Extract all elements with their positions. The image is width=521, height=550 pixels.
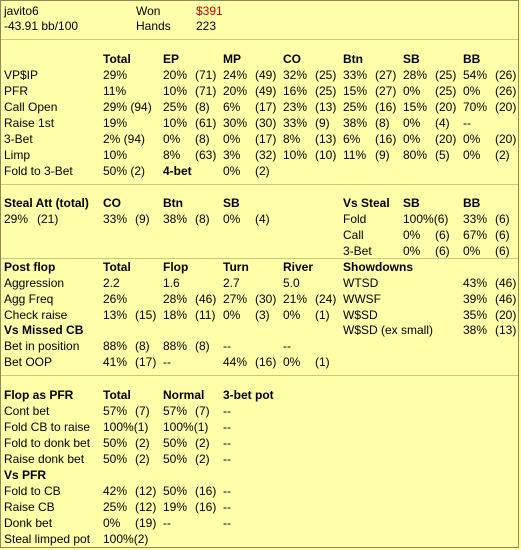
stat-cell: 32%: [283, 68, 308, 82]
col-header-normal: Normal: [163, 388, 205, 402]
stat-cell: 24%: [223, 68, 248, 82]
stat-cell: (46): [495, 276, 517, 290]
stat-cell: 19%: [103, 116, 128, 130]
stat-cell: 50%: [163, 436, 188, 450]
stat-cell: 10%: [283, 148, 308, 162]
row-label: Aggression: [4, 276, 65, 290]
stat-cell: 25%: [343, 100, 368, 114]
stat-cell: (20): [435, 100, 457, 114]
stat-cell: (8): [375, 116, 390, 130]
stat-cell: 29%: [103, 68, 128, 82]
col-header-mp: MP: [223, 52, 241, 66]
postflop-label: Post flop: [4, 260, 56, 274]
stat-cell: (4): [255, 212, 270, 226]
row-label: Call Open: [4, 100, 58, 114]
row-label: Fold to donk bet: [4, 436, 91, 450]
stat-cell: 2% (94): [103, 132, 146, 146]
stat-cell: 44%: [223, 355, 248, 369]
stat-cell: 0%: [223, 132, 241, 146]
row-label: 3-Bet: [4, 132, 33, 146]
col-header-3bet-pot: 3-bet pot: [223, 388, 274, 402]
row-label: Check raise: [4, 308, 68, 322]
stat-cell: 0%: [403, 132, 421, 146]
stat-cell: (16): [375, 100, 397, 114]
stat-cell: 16%: [283, 84, 308, 98]
stat-cell: (46): [495, 292, 517, 306]
stat-cell: 0%: [283, 355, 301, 369]
stat-cell: (25): [435, 68, 457, 82]
stat-cell: 43%: [463, 276, 488, 290]
col-header-ep: EP: [163, 52, 180, 66]
stat-cell: 8%: [163, 148, 181, 162]
stat-cell: 28%: [163, 292, 188, 306]
stat-cell: 13%: [103, 308, 128, 322]
stat-cell: 2.7: [223, 276, 240, 290]
col-header-flop: Flop: [163, 260, 189, 274]
stat-cell: (16): [195, 484, 217, 498]
stat-cell: (27): [375, 84, 397, 98]
stat-cell: 0%: [403, 84, 421, 98]
row-label: VP$IP: [4, 68, 39, 82]
stat-cell: (32): [255, 148, 277, 162]
col-header-co: CO: [283, 52, 301, 66]
stat-cell: (11): [195, 308, 216, 322]
stat-cell: 67%: [463, 228, 488, 242]
row-label: Fold to CB: [4, 484, 61, 498]
row-label: WWSF: [343, 292, 381, 306]
stat-cell: 50%: [103, 452, 128, 466]
stat-cell: (16): [255, 355, 277, 369]
stat-cell: 38%: [163, 212, 188, 226]
stat-cell: 0%: [463, 148, 481, 162]
stat-cell: 39%: [463, 292, 488, 306]
stat-cell: 100%(1): [103, 420, 149, 434]
stat-cell: (71): [195, 84, 217, 98]
stat-cell: (6): [495, 212, 510, 226]
steal-att-label: Steal Att (total): [4, 196, 89, 210]
hands-label: Hands: [136, 19, 171, 33]
stat-cell: 29% (94): [103, 100, 152, 114]
row-label: Agg Freq: [4, 292, 54, 306]
stat-cell: (1): [315, 308, 330, 322]
stat-cell: (27): [375, 68, 397, 82]
stat-cell: (8): [195, 100, 210, 114]
stat-cell: (20): [495, 308, 517, 322]
showdowns-label: Showdowns: [343, 260, 413, 274]
stat-cell: 10%: [103, 148, 128, 162]
stat-cell: 38%: [343, 116, 368, 130]
stat-cell: (71): [195, 68, 217, 82]
stat-cell: 1.6: [163, 276, 180, 290]
row-label: WTSD: [343, 276, 379, 290]
col-header-total: Total: [103, 260, 131, 274]
row-label: Limp: [4, 148, 31, 162]
stat-cell: --: [463, 116, 471, 130]
stat-cell: 42%: [103, 484, 128, 498]
stat-cell: 30%: [223, 116, 248, 130]
col-header-total: Total: [103, 52, 131, 66]
stat-cell: --: [223, 484, 231, 498]
stat-cell: (25): [315, 84, 337, 98]
stat-cell: (4): [435, 116, 450, 130]
stat-cell: 50% (2): [103, 164, 146, 178]
stat-cell: (3): [255, 308, 270, 322]
stat-cell: --: [223, 420, 231, 434]
stat-cell: (10): [315, 148, 337, 162]
stat-cell: (17): [255, 132, 277, 146]
stat-cell: --: [283, 339, 291, 353]
stat-cell: (21): [37, 212, 59, 226]
stat-cell: (2): [195, 436, 210, 450]
stat-cell: 0%: [463, 84, 481, 98]
col-header-sb: SB: [223, 196, 240, 210]
col-header-btn: Btn: [163, 196, 183, 210]
vs-missed-cb-label: Vs Missed CB: [4, 323, 84, 337]
stat-cell: (12): [135, 484, 157, 498]
stat-cell: (1): [315, 355, 330, 369]
stat-cell: 57%: [163, 404, 188, 418]
stat-cell: (9): [315, 116, 330, 130]
stat-cell: (26): [495, 84, 517, 98]
stat-cell: 6%: [343, 132, 361, 146]
stat-cell: 33%: [283, 116, 308, 130]
stat-cell: (16): [375, 132, 397, 146]
stat-cell: 0%: [463, 244, 481, 258]
stat-cell: (7): [135, 404, 150, 418]
stat-cell: 50%: [103, 436, 128, 450]
stat-cell: 33%: [103, 212, 128, 226]
stat-cell: 35%: [463, 308, 488, 322]
stat-cell: (8): [195, 212, 210, 226]
stat-cell: (12): [135, 500, 157, 514]
stat-cell: (19): [135, 516, 157, 530]
stat-cell: (30): [255, 292, 277, 306]
stat-cell: (2): [195, 452, 210, 466]
stat-cell: --: [163, 516, 171, 530]
stat-cell: (61): [195, 116, 217, 130]
col-header-sb: SB: [403, 196, 420, 210]
hands-value: 223: [196, 19, 217, 33]
stat-cell: (6): [495, 228, 510, 242]
stat-cell: (24): [315, 292, 337, 306]
stat-cell: (25): [315, 68, 337, 82]
stat-cell: (2): [135, 452, 150, 466]
stat-cell: (8): [135, 339, 150, 353]
stat-cell: 50%: [163, 484, 188, 498]
col-header-total: Total: [103, 388, 131, 402]
stat-cell: 8%: [283, 132, 301, 146]
stat-cell: (15): [135, 308, 157, 322]
row-label: Cont bet: [4, 404, 50, 418]
stat-cell: (7): [195, 404, 210, 418]
section-divider: [1, 39, 518, 40]
stat-cell: --: [223, 500, 231, 514]
stat-cell: 100%(6): [403, 212, 449, 226]
stat-cell: 88%: [163, 339, 188, 353]
stat-cell: (9): [375, 148, 390, 162]
stat-cell: (25): [435, 84, 457, 98]
stat-cell: 28%: [403, 68, 428, 82]
stat-cell: 41%: [103, 355, 128, 369]
col-header-bb: BB: [463, 52, 481, 66]
stat-cell: 25%: [163, 100, 188, 114]
col-header-sb: SB: [403, 52, 420, 66]
stat-cell: 100%(1): [163, 420, 209, 434]
stat-cell: (6): [435, 228, 450, 242]
stat-cell: --: [223, 339, 231, 353]
stat-cell: (2): [495, 148, 510, 162]
stat-cell: (6): [435, 244, 450, 258]
row-label: W$SD (ex small): [343, 323, 434, 337]
col-header-turn: Turn: [223, 260, 249, 274]
stat-cell: (8): [195, 339, 210, 353]
stat-cell: 6%: [223, 100, 241, 114]
stat-cell: 0%: [283, 308, 301, 322]
col-header-river: River: [283, 260, 314, 274]
stat-cell: (2): [255, 164, 270, 178]
stat-cell: 0%: [223, 212, 241, 226]
stat-cell: 26%: [103, 292, 128, 306]
col-header-co: CO: [103, 196, 121, 210]
stat-cell: 0%: [223, 308, 241, 322]
stat-cell: 10%: [163, 84, 188, 98]
row-label: Bet OOP: [4, 355, 53, 369]
stat-cell: (17): [135, 355, 157, 369]
stat-cell: 0%: [403, 244, 421, 258]
row-label: Bet in position: [4, 339, 80, 353]
stat-cell: 0%: [163, 132, 181, 146]
stat-cell: --: [223, 452, 231, 466]
stat-cell: (17): [255, 100, 277, 114]
row-label: Raise CB: [4, 500, 55, 514]
stat-cell: (2): [135, 436, 150, 450]
stat-cell: 0%: [223, 164, 241, 178]
stat-cell: 19%: [163, 500, 188, 514]
stat-cell: (6): [495, 244, 510, 258]
stat-cell: 0%: [403, 228, 421, 242]
stat-cell: 0%: [403, 116, 421, 130]
row-label: 3-Bet: [343, 244, 372, 258]
stat-cell: 11%: [343, 148, 367, 162]
stat-cell: 57%: [103, 404, 128, 418]
stat-cell: 33%: [343, 68, 368, 82]
stat-cell: 10%: [163, 116, 188, 130]
stat-cell: 70%: [463, 100, 488, 114]
stat-cell: 15%: [343, 84, 368, 98]
stat-cell: 11%: [103, 84, 127, 98]
stat-cell: (20): [495, 100, 517, 114]
row-label: Fold to 3-Bet: [4, 164, 73, 178]
section-divider: [1, 258, 518, 259]
stat-cell: (5): [435, 148, 450, 162]
stat-cell: (46): [195, 292, 217, 306]
player-name: javito6: [4, 4, 39, 18]
row-label: Raise 1st: [4, 116, 55, 130]
section-divider: [1, 375, 518, 376]
stat-cell: --: [163, 355, 171, 369]
stat-cell: 0%: [463, 132, 481, 146]
stat-cell: 50%: [163, 452, 188, 466]
stat-cell: (16): [195, 500, 217, 514]
stat-cell: 18%: [163, 308, 188, 322]
stat-cell: 21%: [283, 292, 308, 306]
won-label: Won: [136, 4, 161, 18]
row-label: Steal limped pot: [4, 532, 91, 546]
bb-per-100: -43.91 bb/100: [4, 19, 79, 33]
stat-cell: (8): [195, 132, 210, 146]
stat-cell: 23%: [283, 100, 308, 114]
row-label: Raise donk bet: [4, 452, 85, 466]
section-divider: [1, 184, 518, 185]
row-label: Fold: [343, 212, 367, 226]
row-label: W$SD: [343, 308, 378, 322]
stat-cell: --: [223, 436, 231, 450]
stat-cell: 88%: [103, 339, 128, 353]
fourbet-label: 4-bet: [163, 164, 192, 178]
stat-cell: 33%: [463, 212, 488, 226]
stat-cell: 25%: [103, 500, 128, 514]
flop-as-pfr-label: Flop as PFR: [4, 388, 74, 402]
stat-cell: 5.0: [283, 276, 300, 290]
row-label: Call: [343, 228, 364, 242]
stat-cell: 20%: [223, 84, 248, 98]
row-label: PFR: [4, 84, 28, 98]
stat-cell: (13): [495, 323, 517, 337]
stat-cell: (13): [315, 132, 337, 146]
stat-cell: 38%: [463, 323, 488, 337]
stat-cell: 54%: [463, 68, 488, 82]
col-header-btn: Btn: [343, 52, 363, 66]
stat-cell: (49): [255, 68, 277, 82]
stat-cell: 80%: [403, 148, 428, 162]
stat-cell: 29%: [4, 212, 29, 226]
stat-cell: (63): [195, 148, 217, 162]
stat-cell: --: [223, 404, 231, 418]
row-label: Donk bet: [4, 516, 53, 530]
vs-pfr-label: Vs PFR: [4, 468, 47, 482]
stat-cell: (13): [315, 100, 337, 114]
stat-cell: 20%: [163, 68, 188, 82]
won-value: $391: [196, 4, 223, 18]
stat-cell: 0%: [103, 516, 121, 530]
stat-cell: (30): [255, 116, 277, 130]
stat-cell: 3%: [223, 148, 241, 162]
stat-cell: (20): [435, 132, 457, 146]
row-label: Fold CB to raise: [4, 420, 91, 434]
stat-cell: 100%(2): [103, 532, 149, 546]
vs-steal-label: Vs Steal: [343, 196, 390, 210]
stat-cell: --: [223, 516, 231, 530]
stat-cell: (26): [495, 68, 517, 82]
stat-cell: 27%: [223, 292, 248, 306]
stat-cell: 2.2: [103, 276, 120, 290]
col-header-bb: BB: [463, 196, 481, 210]
stat-cell: 15%: [403, 100, 428, 114]
stat-cell: (9): [135, 212, 150, 226]
stat-cell: (49): [255, 84, 277, 98]
stat-cell: (20): [495, 132, 517, 146]
